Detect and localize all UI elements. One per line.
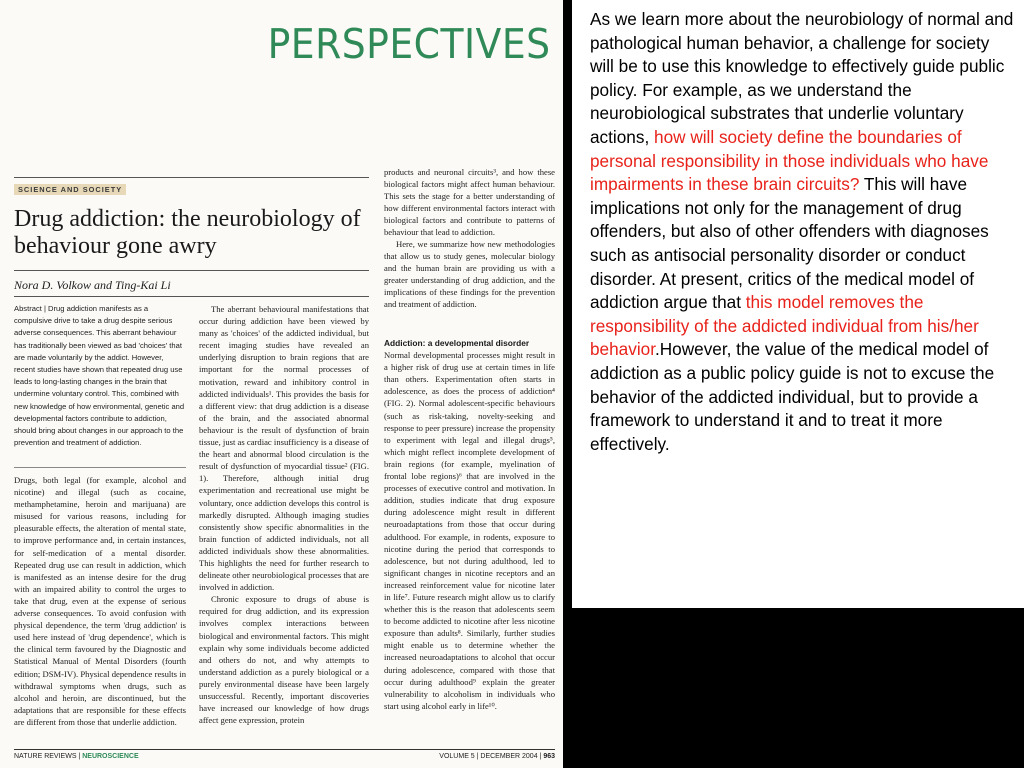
article-title: Drug addiction: the neurobiology of behaviour gone awry (14, 206, 361, 259)
highlight-red: this model removes the responsibility of the addicted individual from his/her behavior (590, 292, 979, 360)
article-authors: Nora D. Volkow and Ting-Kai Li (14, 278, 171, 292)
page-number: 963 (543, 753, 555, 760)
journal-name: NATURE REVIEWS | NEUROSCIENCE (14, 753, 139, 760)
abstract-rule (14, 467, 186, 468)
article-paragraph: Here, we summarize how new methodologies that allow us to study genes, molecular biology and the human brain are providing us with a greater understanding of drug addiction, and the implications of these findings for the prevention and treatment of addiction. (384, 239, 555, 309)
article-paragraph: products and neuronal circuits³, and how these biological factors might affect human behaviour. This sets the stage for a better understanding of how different environmental factors interact with biological factors and contribute to patterns of behaviour that lead to addiction. (384, 167, 555, 237)
notes-text: As we learn more about the neurobiology of normal and pathological human behavior, a challenge for society will be to use this knowledge to effectively guide public policy. For example, as we understand the neurobiological substrates that underlie voluntary actions, how will society define the boundaries of personal responsibility in those individuals who have impairments in these brain circuits? This will have implications not only for the management of drug offenders, but also of other offenders with diagnoses such as antisocial personality disorder or conduct disorder. At present, critics of the medical model of addiction argue that this model removes the responsibility of the addicted individual from his/her behavior.However, the value of the medical model of addiction as a public policy guide is not to excuse the behavior of the addicted individual, but to provide a framework to understand it and to treat it more effectively. (590, 9, 1014, 454)
issue-info: VOLUME 5 | DECEMBER 2004 | 963 (439, 753, 555, 760)
masthead-perspectives: PERSPECTIVES (268, 20, 551, 68)
article-column-2 (199, 303, 369, 726)
authors-rule (14, 296, 369, 297)
article-paragraph: Normal developmental processes might result in a higher risk of drug use at certain times in life than others. Experimentation often starts in adolescence, as does the process of addiction⁴ (FIG. 2). Normal adolescent-specific behaviours (such as risk-taking, novelty-seeking and response to peer pressure) increase the propensity to experiment with legal and illegal drugs⁵, which might reflect incomplete development of brain regions (for example, myelination of frontal lobe regions)⁶ that are involved in the processes of executive control and motivation. In addition, studies indicate that drug exposure during adolescence might result in different neuroadaptations from those that occur during adulthood. For example, in rodents, exposure to nicotine during the period that corresponds to adolescence, but not during adulthood, led to significant changes in nicotine receptors and an increased reinforcement value for nicotine later in life⁷. Future research might allow us to clarify whether this is the reason that adolescents seem to become addicted to nicotine after less nicotine exposure than adults⁸. Similarly, further studies might enable us to determine whether the increased neuroadaptations to alcohol that occur during adolescence, compared with those that occur during adulthood⁹ explain the greater vulnerability to alcoholism in individuals who start using alcohol early in life¹⁰. (384, 350, 555, 711)
footer-rule (14, 749, 555, 750)
title-rule (14, 270, 369, 271)
article-footer (14, 753, 555, 760)
article-column-3 (384, 337, 555, 712)
article-column-1 (14, 474, 186, 728)
section-heading: Addiction: a developmental disorder (384, 338, 530, 348)
highlight-red: how will society define the boundaries of personal responsibility in those individuals who have impairments in these brain circuits? (590, 126, 989, 195)
article-paragraph: Drugs, both legal (for example, alcohol and nicotine) and illegal (such as cocaine, methamphetamine, heroin and marijuana) are misused for various reasons, including for pleasurable effects, the alteration of mental state, to improve performance and, in certain instances, for self-medication of a mental disorder. Repeated drug use can result in addiction, which is manifested as an intense desire for the drug with an impaired ability to control the urges to take that drug, even at the expense of serious adverse consequences. To avoid confusion with physical dependence, the term 'drug addiction' is used here instead of 'drug dependence', which is the clinical term favoured by the Diagnostic and Statistical Manual of Mental Disorders (fourth edition; DSM-IV). Physical dependence results in withdrawal symptoms when drugs, such as alcohol and heroin, are discontinued, but the adaptations that are responsible for these effects are different from those that underlie addiction. (14, 475, 186, 727)
notes-panel (572, 0, 1024, 608)
article-paragraph: Chronic exposure to drugs of abuse is required for drug addiction, and its expression involves complex interactions between biological and environmental factors. This might explain why some individuals become addicted and others do not, and why attempts to understand addiction as a purely biological or a purely environmental disease have been largely unsuccessful. Recently, important discoveries have increased our knowledge of how drugs affect gene expression, protein (199, 594, 369, 726)
article-paragraph: The aberrant behavioural manifestations that occur during addiction have been viewed by many as 'choices' of the addicted individual, but recent imaging studies have revealed an underlying disruption to brain regions that are important for the normal processes of motivation, reward and inhibitory control in addicted individuals¹. This provides the basis for a different view: that drug addiction is a disease of the brain, and the associated abnormal behaviour is the result of dysfunction of brain tissue, just as cardiac insufficiency is a disease of the heart and abnormal blood circulation is the result of dysfunction of myocardial tissue² (FIG. 1). Therefore, although initial drug experimentation and recreational use might be voluntary, once addiction develops this control is markedly disrupted. Although imaging studies consistently show specific abnormalities in the brain function of addicted individuals, not all addicted individuals show these abnormalities. This highlights the need for further research to delineate other neurobiological processes that are involved in addiction. (199, 304, 369, 593)
section-tag: SCIENCE AND SOCIETY (14, 184, 126, 195)
article-abstract: Abstract | Drug addiction manifests as a compulsive drive to take a drug despite serious adverse consequences. This aberrant behaviour has traditionally been viewed as bad 'choices' that are made voluntarily by the addict. However, recent studies have shown that repeated drug use leads to long-lasting changes in the brain that undermine voluntary control. This, combined with new knowledge of how environmental, genetic and developmental factors contribute to addiction, should bring about changes in our approach to the prevention and treatment of addiction. (14, 304, 185, 448)
article-column-top-right (384, 166, 555, 310)
section-rule (14, 177, 369, 178)
